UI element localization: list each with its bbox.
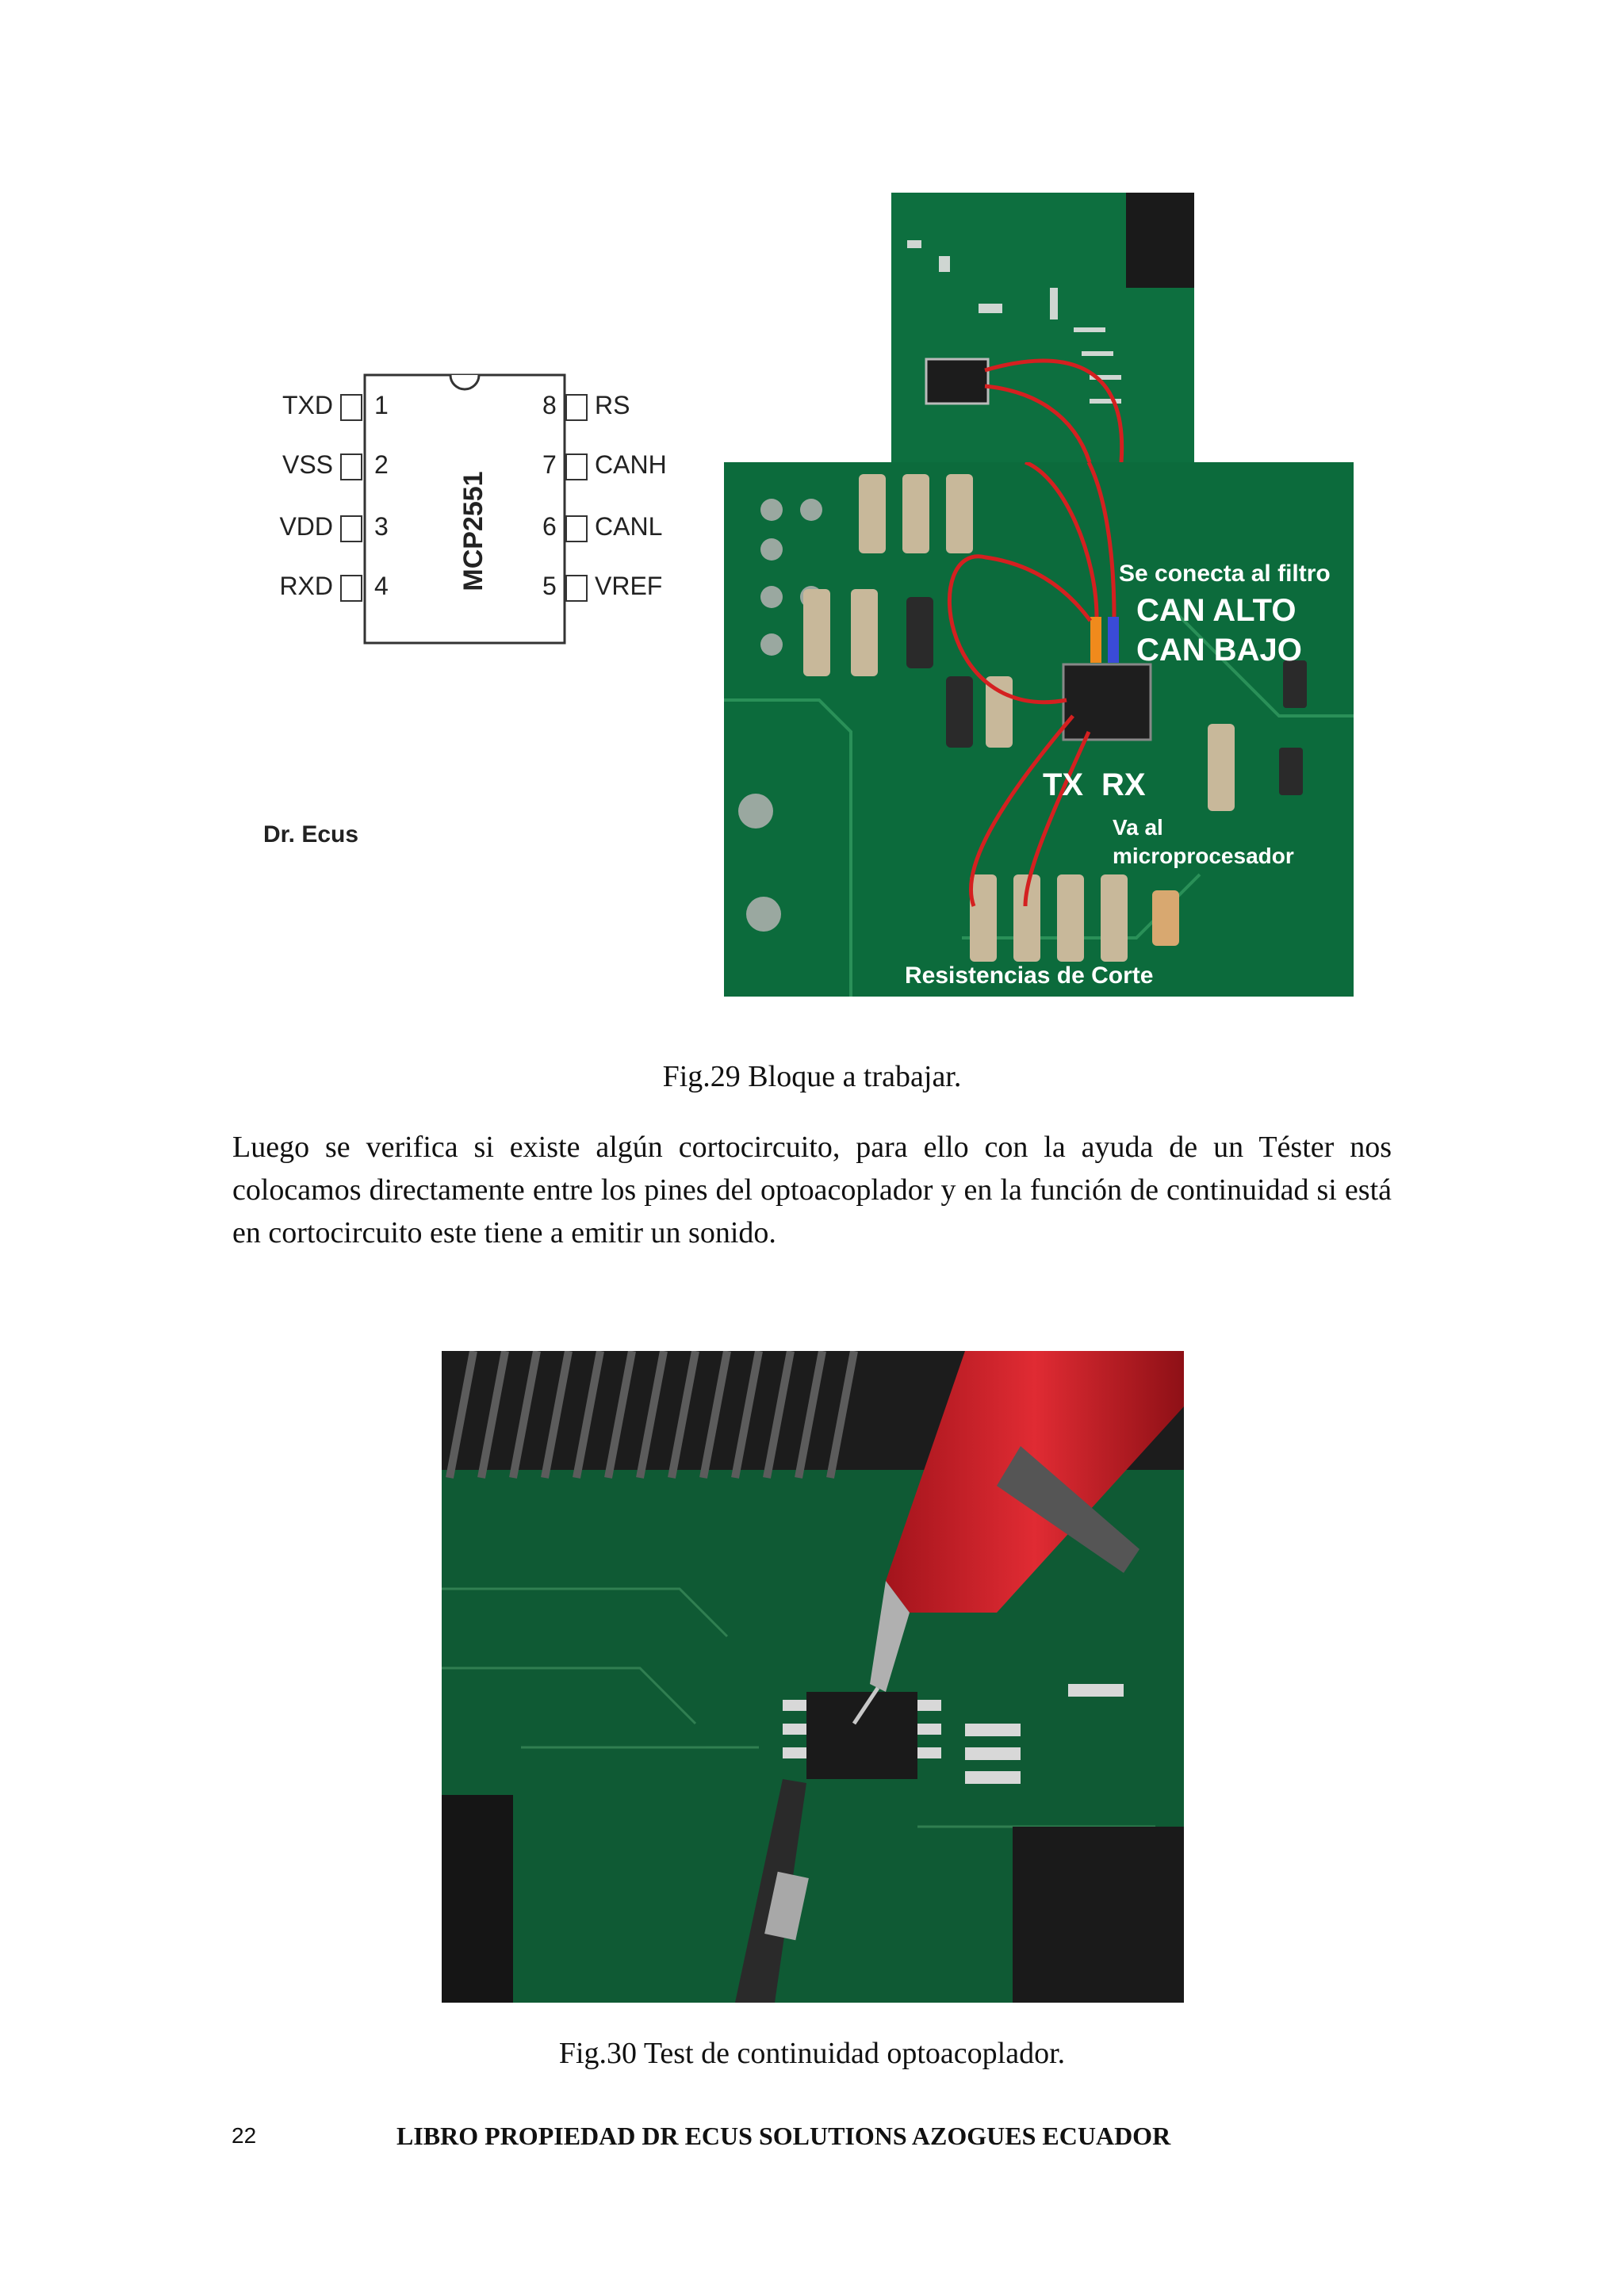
svg-text:6: 6 xyxy=(542,512,557,541)
annotation-micro-1: Va al xyxy=(1113,815,1163,840)
can-transceiver-ic xyxy=(1063,664,1151,740)
figure-29-caption: Fig.29 Bloque a trabajar. xyxy=(662,1060,962,1093)
mcp2551-pinout-diagram xyxy=(238,349,714,682)
annotation-tx: TX xyxy=(1043,767,1084,802)
chip-name: MCP2551 xyxy=(458,471,488,591)
body-paragraph: Luego se verifica si existe algún cortocircuito, para ello con la ayuda de un Téster nos colocamos directamente entre los pines del optoacoplador y en la función de continuidad si está en cortocircuito este tiene a emitir un sonido. xyxy=(232,1131,1392,1249)
resistors-top-row xyxy=(859,474,973,553)
svg-text:4: 4 xyxy=(374,572,389,600)
svg-text:CANL: CANL xyxy=(595,512,663,541)
svg-text:8: 8 xyxy=(542,391,557,419)
pcb-photo-annotated xyxy=(724,462,1354,997)
svg-text:3: 3 xyxy=(374,512,389,541)
svg-text:5: 5 xyxy=(542,572,557,600)
annotation-rx: RX xyxy=(1101,767,1146,802)
svg-text:VSS: VSS xyxy=(282,450,333,479)
annotation-filter: Se conecta al filtro xyxy=(1119,561,1331,587)
svg-text:RS: RS xyxy=(595,391,630,419)
page-number: 22 xyxy=(232,2123,257,2148)
svg-text:VREF: VREF xyxy=(595,572,663,600)
tester-continuity-photo xyxy=(442,1351,1184,2003)
annotation-micro-2: microprocesador xyxy=(1113,844,1294,868)
right-pin-8 xyxy=(542,391,630,420)
figure-30-caption: Fig.30 Test de continuidad optoacoplador. xyxy=(558,2037,1066,2070)
svg-text:TXD: TXD xyxy=(282,391,333,419)
annotation-can-high: CAN ALTO xyxy=(1136,593,1297,628)
svg-text:RXD: RXD xyxy=(279,572,333,600)
annotation-resistors: Resistencias de Corte xyxy=(905,962,1154,989)
footer-text: LIBRO PROPIEDAD DR ECUS SOLUTIONS AZOGUES ECUADOR xyxy=(396,2122,1171,2150)
annotation-can-low: CAN BAJO xyxy=(1136,633,1302,668)
svg-text:CANH: CANH xyxy=(595,450,667,479)
credit-label: Dr. Ecus xyxy=(263,821,359,848)
svg-text:VDD: VDD xyxy=(279,512,333,541)
svg-text:2: 2 xyxy=(374,450,389,479)
svg-text:7: 7 xyxy=(542,450,557,479)
pcb-photo-top xyxy=(891,193,1194,462)
svg-text:1: 1 xyxy=(374,391,389,419)
